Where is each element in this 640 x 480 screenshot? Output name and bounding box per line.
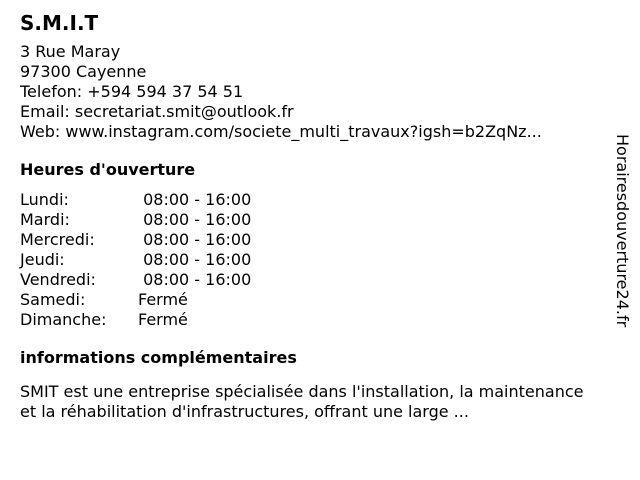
hours-time: 08:00 - 16:00 — [138, 270, 252, 289]
hours-time: 08:00 - 16:00 — [138, 210, 252, 229]
email-line: Email: secretariat.smit@outlook.fr — [20, 102, 294, 121]
hours-day: Mardi: — [20, 210, 70, 229]
hours-row-thursday — [20, 250, 600, 270]
address-street: 3 Rue Maray — [20, 42, 121, 61]
hours-row-sunday — [20, 310, 600, 330]
hours-row-saturday — [20, 290, 600, 310]
web-line: Web: www.instagram.com/societe_multi_travaux?igsh=b2ZqNz... — [20, 122, 542, 141]
hours-day: Lundi: — [20, 190, 69, 209]
hours-time: Fermé — [138, 310, 188, 329]
additional-info-text: SMIT est une entreprise spécialisée dans l'installation, la maintenance et la réhabilitation d'infrastructures, offrant une large ... — [20, 382, 584, 421]
hours-day: Jeudi: — [20, 250, 65, 269]
hours-time: 08:00 - 16:00 — [138, 190, 252, 209]
hours-day: Samedi: — [20, 290, 86, 309]
hours-row-friday — [20, 270, 600, 290]
hours-time: 08:00 - 16:00 — [138, 230, 252, 249]
phone-line: Telefon: +594 594 37 54 51 — [20, 82, 244, 101]
hours-day: Dimanche: — [20, 310, 107, 329]
hours-day: Vendredi: — [20, 270, 96, 289]
opening-hours-table — [20, 190, 600, 330]
opening-hours-heading: Heures d'ouverture — [20, 160, 196, 179]
hours-row-wednesday — [20, 230, 600, 250]
watermark-text: Horairesdouverture24.fr — [613, 134, 632, 328]
hours-row-monday — [20, 190, 600, 210]
business-name: S.M.I.T — [20, 11, 99, 35]
hours-time: 08:00 - 16:00 — [138, 250, 252, 269]
hours-time: Fermé — [138, 290, 188, 309]
hours-day: Mercredi: — [20, 230, 95, 249]
additional-info-heading: informations complémentaires — [20, 348, 297, 367]
business-card — [20, 10, 600, 422]
hours-row-tuesday — [20, 210, 600, 230]
address-city: 97300 Cayenne — [20, 62, 147, 81]
